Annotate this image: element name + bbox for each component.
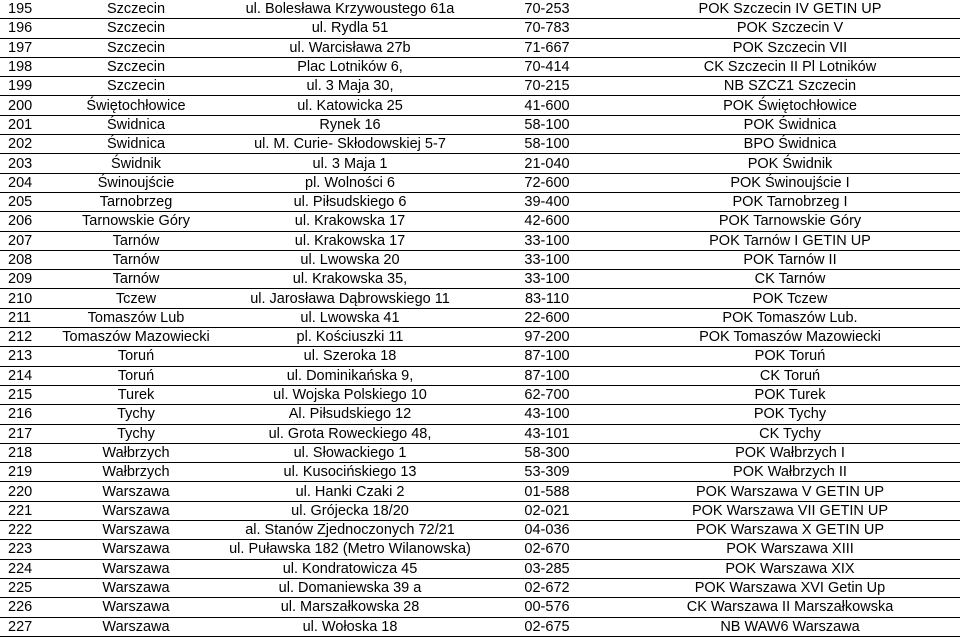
postal-code-cell: 58-100 xyxy=(474,135,620,154)
branch-name-cell: NB SZCZ1 Szczecin xyxy=(620,77,960,96)
table-row xyxy=(0,443,960,462)
branch-name-cell: POK Tychy xyxy=(620,405,960,424)
postal-code-cell: 43-101 xyxy=(474,424,620,443)
table-row xyxy=(0,289,960,308)
postal-code-cell: 58-300 xyxy=(474,443,620,462)
postal-code-cell: 01-588 xyxy=(474,482,620,501)
city-cell: Warszawa xyxy=(46,578,226,597)
branch-name-cell: CK Tarnów xyxy=(620,270,960,289)
postal-code-cell: 39-400 xyxy=(474,192,620,211)
postal-code-cell: 83-110 xyxy=(474,289,620,308)
row-number: 196 xyxy=(0,19,46,38)
city-cell: Tychy xyxy=(46,405,226,424)
table-row xyxy=(0,231,960,250)
branch-name-cell: POK Szczecin IV GETIN UP xyxy=(620,0,960,19)
table-row xyxy=(0,424,960,443)
city-cell: Świdnica xyxy=(46,115,226,134)
branch-name-cell: POK Warszawa XIX xyxy=(620,559,960,578)
branch-name-cell: POK Warszawa XIII xyxy=(620,540,960,559)
row-number: 222 xyxy=(0,521,46,540)
row-number: 208 xyxy=(0,250,46,269)
city-cell: Tarnów xyxy=(46,250,226,269)
city-cell: Tarnów xyxy=(46,231,226,250)
branch-name-cell: POK Szczecin V xyxy=(620,19,960,38)
table-row xyxy=(0,192,960,211)
city-cell: Tomaszów Mazowiecki xyxy=(46,328,226,347)
address-cell: pl. Wolności 6 xyxy=(226,173,474,192)
city-cell: Tarnowskie Góry xyxy=(46,212,226,231)
branch-name-cell: CK Warszawa II Marszałkowska xyxy=(620,598,960,617)
branch-name-cell: POK Warszawa V GETIN UP xyxy=(620,482,960,501)
branch-name-cell: CK Tychy xyxy=(620,424,960,443)
city-cell: Warszawa xyxy=(46,617,226,636)
city-cell: Warszawa xyxy=(46,482,226,501)
branch-name-cell: CK Toruń xyxy=(620,366,960,385)
address-cell: ul. Marszałkowska 28 xyxy=(226,598,474,617)
postal-code-cell: 71-667 xyxy=(474,38,620,57)
row-number: 205 xyxy=(0,192,46,211)
postal-code-cell: 02-672 xyxy=(474,578,620,597)
postal-code-cell: 00-576 xyxy=(474,598,620,617)
branch-name-cell: POK Turek xyxy=(620,385,960,404)
table-row xyxy=(0,270,960,289)
row-number: 210 xyxy=(0,289,46,308)
row-number: 197 xyxy=(0,38,46,57)
address-cell: ul. Piłsudskiego 6 xyxy=(226,192,474,211)
row-number: 216 xyxy=(0,405,46,424)
table-row xyxy=(0,154,960,173)
city-cell: Świnoujście xyxy=(46,173,226,192)
city-cell: Szczecin xyxy=(46,0,226,19)
branch-name-cell: POK Szczecin VII xyxy=(620,38,960,57)
row-number: 204 xyxy=(0,173,46,192)
postal-code-cell: 02-675 xyxy=(474,617,620,636)
row-number: 209 xyxy=(0,270,46,289)
table-row xyxy=(0,173,960,192)
table-row xyxy=(0,578,960,597)
postal-code-cell: 02-021 xyxy=(474,501,620,520)
table-row xyxy=(0,347,960,366)
branch-name-cell: POK Świętochłowice xyxy=(620,96,960,115)
row-number: 207 xyxy=(0,231,46,250)
table-row xyxy=(0,559,960,578)
row-number: 221 xyxy=(0,501,46,520)
city-cell: Toruń xyxy=(46,366,226,385)
address-cell: ul. Puławska 182 (Metro Wilanowska) xyxy=(226,540,474,559)
branch-name-cell: POK Tarnów II xyxy=(620,250,960,269)
address-cell: pl. Kościuszki 11 xyxy=(226,328,474,347)
row-number: 215 xyxy=(0,385,46,404)
branch-name-cell: POK Tarnobrzeg I xyxy=(620,192,960,211)
postal-code-cell: 33-100 xyxy=(474,231,620,250)
row-number: 206 xyxy=(0,212,46,231)
address-cell: ul. Grójecka 18/20 xyxy=(226,501,474,520)
postal-code-cell: 33-100 xyxy=(474,270,620,289)
address-cell: ul. Kusocińskiego 13 xyxy=(226,463,474,482)
branch-name-cell: POK Tczew xyxy=(620,289,960,308)
branch-name-cell: POK Toruń xyxy=(620,347,960,366)
table-row xyxy=(0,250,960,269)
table-row xyxy=(0,96,960,115)
table-row xyxy=(0,38,960,57)
table-row xyxy=(0,598,960,617)
address-cell: Al. Piłsudskiego 12 xyxy=(226,405,474,424)
postal-code-cell: 70-215 xyxy=(474,77,620,96)
postal-code-cell: 41-600 xyxy=(474,96,620,115)
city-cell: Świdnik xyxy=(46,154,226,173)
row-number: 227 xyxy=(0,617,46,636)
postal-code-cell: 87-100 xyxy=(474,347,620,366)
city-cell: Szczecin xyxy=(46,19,226,38)
postal-code-cell: 53-309 xyxy=(474,463,620,482)
table-row xyxy=(0,212,960,231)
postal-code-cell: 58-100 xyxy=(474,115,620,134)
city-cell: Tarnów xyxy=(46,270,226,289)
branch-name-cell: POK Tomaszów Lub. xyxy=(620,308,960,327)
city-cell: Toruń xyxy=(46,347,226,366)
branch-name-cell: POK Tomaszów Mazowiecki xyxy=(620,328,960,347)
row-number: 226 xyxy=(0,598,46,617)
branch-name-cell: POK Świdnica xyxy=(620,115,960,134)
address-cell: ul. Szeroka 18 xyxy=(226,347,474,366)
branch-name-cell: POK Tarnowskie Góry xyxy=(620,212,960,231)
row-number: 200 xyxy=(0,96,46,115)
branch-name-cell: POK Warszawa XVI Getin Up xyxy=(620,578,960,597)
postal-code-cell: 03-285 xyxy=(474,559,620,578)
city-cell: Tomaszów Lub xyxy=(46,308,226,327)
postal-code-cell: 22-600 xyxy=(474,308,620,327)
address-cell: al. Stanów Zjednoczonych 72/21 xyxy=(226,521,474,540)
table-row xyxy=(0,308,960,327)
address-cell: ul. Hanki Czaki 2 xyxy=(226,482,474,501)
branch-name-cell: POK Tarnów I GETIN UP xyxy=(620,231,960,250)
address-cell: ul. Bolesława Krzywoustego 61a xyxy=(226,0,474,19)
address-cell: ul. Katowicka 25 xyxy=(226,96,474,115)
address-cell: ul. Wojska Polskiego 10 xyxy=(226,385,474,404)
city-cell: Świdnica xyxy=(46,135,226,154)
branch-name-cell: BPO Świdnica xyxy=(620,135,960,154)
row-number: 198 xyxy=(0,57,46,76)
table-row xyxy=(0,57,960,76)
table-row xyxy=(0,366,960,385)
address-cell: Rynek 16 xyxy=(226,115,474,134)
table-row xyxy=(0,482,960,501)
table-row xyxy=(0,328,960,347)
table-row xyxy=(0,463,960,482)
address-cell: ul. Rydla 51 xyxy=(226,19,474,38)
table-row xyxy=(0,385,960,404)
row-number: 219 xyxy=(0,463,46,482)
postal-code-cell: 04-036 xyxy=(474,521,620,540)
address-cell: ul. Lwowska 41 xyxy=(226,308,474,327)
table-row xyxy=(0,115,960,134)
address-cell: ul. Lwowska 20 xyxy=(226,250,474,269)
postal-code-cell: 33-100 xyxy=(474,250,620,269)
row-number: 213 xyxy=(0,347,46,366)
table-row xyxy=(0,19,960,38)
postal-code-cell: 62-700 xyxy=(474,385,620,404)
table-row xyxy=(0,405,960,424)
city-cell: Świętochłowice xyxy=(46,96,226,115)
postal-code-cell: 70-414 xyxy=(474,57,620,76)
postal-code-cell: 02-670 xyxy=(474,540,620,559)
table-row xyxy=(0,135,960,154)
city-cell: Wałbrzych xyxy=(46,463,226,482)
row-number: 195 xyxy=(0,0,46,19)
city-cell: Warszawa xyxy=(46,559,226,578)
row-number: 223 xyxy=(0,540,46,559)
branch-name-cell: NB WAW6 Warszawa xyxy=(620,617,960,636)
branch-name-cell: CK Szczecin II Pl Lotników xyxy=(620,57,960,76)
row-number: 225 xyxy=(0,578,46,597)
row-number: 218 xyxy=(0,443,46,462)
address-cell: ul. Słowackiego 1 xyxy=(226,443,474,462)
city-cell: Tarnobrzeg xyxy=(46,192,226,211)
city-cell: Warszawa xyxy=(46,540,226,559)
address-cell: ul. Jarosława Dąbrowskiego 11 xyxy=(226,289,474,308)
row-number: 201 xyxy=(0,115,46,134)
postal-code-cell: 87-100 xyxy=(474,366,620,385)
postal-code-cell: 70-253 xyxy=(474,0,620,19)
row-number: 199 xyxy=(0,77,46,96)
city-cell: Warszawa xyxy=(46,521,226,540)
city-cell: Turek xyxy=(46,385,226,404)
city-cell: Warszawa xyxy=(46,501,226,520)
table-row xyxy=(0,521,960,540)
table-row xyxy=(0,501,960,520)
branch-name-cell: POK Wałbrzych II xyxy=(620,463,960,482)
row-number: 220 xyxy=(0,482,46,501)
address-cell: ul. Grota Roweckiego 48, xyxy=(226,424,474,443)
address-cell: ul. 3 Maja 30, xyxy=(226,77,474,96)
row-number: 224 xyxy=(0,559,46,578)
address-cell: ul. Warcisława 27b xyxy=(226,38,474,57)
row-number: 217 xyxy=(0,424,46,443)
branch-name-cell: POK Warszawa VII GETIN UP xyxy=(620,501,960,520)
city-cell: Szczecin xyxy=(46,38,226,57)
branch-name-cell: POK Warszawa X GETIN UP xyxy=(620,521,960,540)
row-number: 202 xyxy=(0,135,46,154)
branch-name-cell: POK Świdnik xyxy=(620,154,960,173)
postal-code-cell: 42-600 xyxy=(474,212,620,231)
row-number: 203 xyxy=(0,154,46,173)
address-cell: ul. Wołoska 18 xyxy=(226,617,474,636)
city-cell: Tychy xyxy=(46,424,226,443)
address-cell: ul. Dominikańska 9, xyxy=(226,366,474,385)
postal-code-cell: 72-600 xyxy=(474,173,620,192)
city-cell: Szczecin xyxy=(46,57,226,76)
row-number: 214 xyxy=(0,366,46,385)
row-number: 211 xyxy=(0,308,46,327)
table-row xyxy=(0,540,960,559)
address-cell: ul. 3 Maja 1 xyxy=(226,154,474,173)
branch-name-cell: POK Świnoujście I xyxy=(620,173,960,192)
postal-code-cell: 97-200 xyxy=(474,328,620,347)
city-cell: Wałbrzych xyxy=(46,443,226,462)
branch-name-cell: POK Wałbrzych I xyxy=(620,443,960,462)
postal-code-cell: 21-040 xyxy=(474,154,620,173)
address-cell: ul. M. Curie- Skłodowskiej 5-7 xyxy=(226,135,474,154)
city-cell: Warszawa xyxy=(46,598,226,617)
address-cell: ul. Krakowska 17 xyxy=(226,231,474,250)
postal-code-cell: 70-783 xyxy=(474,19,620,38)
address-cell: Plac Lotników 6, xyxy=(226,57,474,76)
row-number: 212 xyxy=(0,328,46,347)
table-row xyxy=(0,0,960,19)
city-cell: Tczew xyxy=(46,289,226,308)
table-row xyxy=(0,77,960,96)
table-row xyxy=(0,617,960,636)
address-cell: ul. Krakowska 17 xyxy=(226,212,474,231)
address-cell: ul. Kondratowicza 45 xyxy=(226,559,474,578)
address-cell: ul. Domaniewska 39 a xyxy=(226,578,474,597)
address-cell: ul. Krakowska 35, xyxy=(226,270,474,289)
city-cell: Szczecin xyxy=(46,77,226,96)
postal-code-cell: 43-100 xyxy=(474,405,620,424)
